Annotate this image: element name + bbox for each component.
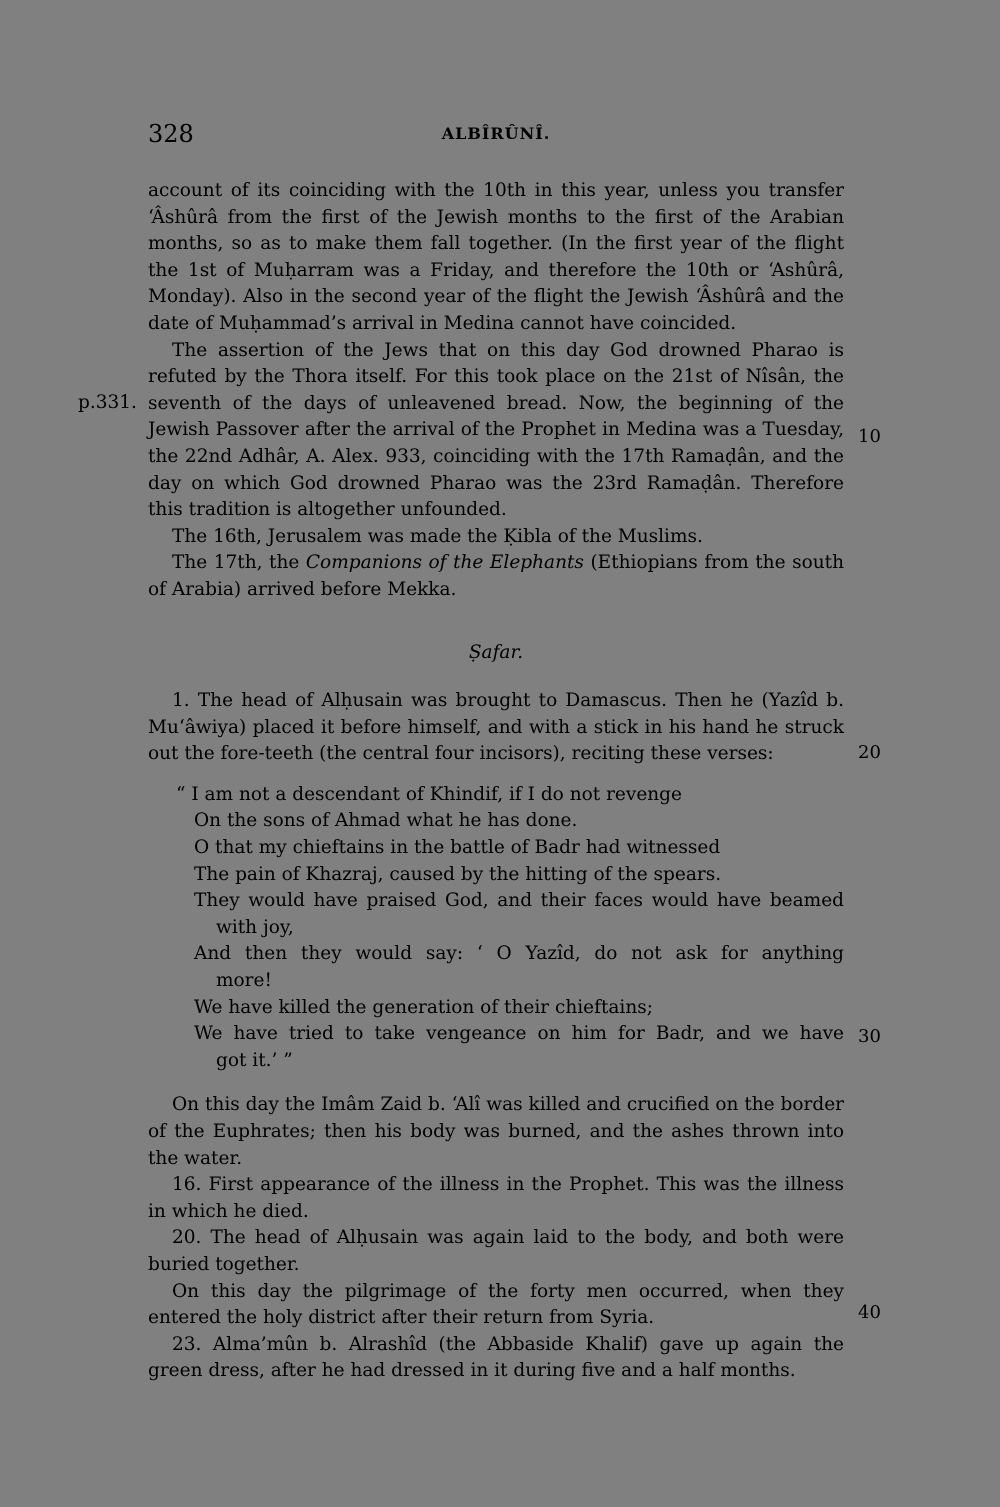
paragraph: On this day the pilgrimage of the forty men occurred, when they entered the holy district after their return from Syria. bbox=[148, 1280, 844, 1329]
main-text bbox=[148, 178, 844, 1385]
paragraph: 23. Alma’mûn b. Alrashîd (the Abbaside Khalif) gave up again the green dress, after he had dressed in it during five and a half months. bbox=[148, 1333, 844, 1382]
verse-line: O that my chieftains in the battle of Badr had witnessed bbox=[194, 837, 721, 859]
italic-title: Companions of the Elephants bbox=[305, 552, 584, 574]
running-head: ALBÎRÛNÎ. bbox=[441, 124, 551, 143]
verse-line: “ I am not a descendant of Khindif, if I do not revenge bbox=[176, 783, 682, 805]
line-number: 30 bbox=[858, 1026, 881, 1047]
lower-text bbox=[148, 1092, 844, 1385]
verse-line: On the sons of Ahmad what he has done. bbox=[194, 810, 578, 832]
verse-line: We have killed the generation of their chieftains; bbox=[194, 996, 653, 1018]
page-number: 328 bbox=[148, 120, 194, 148]
side-reference: p.331. bbox=[78, 392, 137, 413]
text-run: (Ethiopians from the south of Arabia) arrived before Mekka. bbox=[148, 552, 844, 600]
paragraph: 16. First appearance of the illness in the Prophet. This was the illness in which he died. bbox=[148, 1174, 844, 1222]
verse-line: We have tried to take vengeance on him for Badr, and we have bbox=[194, 1023, 844, 1045]
verse-line-continuation: more! bbox=[216, 970, 272, 992]
text-run: The 17th, the bbox=[172, 552, 306, 574]
paragraph: On this day the Imâm Zaid b. ‘Alî was killed and crucified on the border of the Euphrates; then his body was burned, and the ashes thrown into the water. bbox=[148, 1094, 844, 1169]
line-number: 40 bbox=[858, 1302, 881, 1323]
verse-line: And then they would say: ‘ O Yazîd, do not ask for anything bbox=[194, 943, 844, 965]
paragraph: 1. The head of Alḥusain was brought to Damascus. Then he (Yazîd b. Mu‘âwiya) placed it before himself, and with a stick in his hand he struck out the fore-teeth (the central four incisors), reciting these verses: bbox=[148, 690, 844, 765]
paragraph bbox=[148, 550, 844, 603]
verse-block bbox=[176, 782, 844, 1075]
section-heading: Ṣafar. bbox=[468, 641, 524, 663]
line-number: 20 bbox=[858, 742, 881, 763]
verse-line: The pain of Khazraj, caused by the hitting of the spears. bbox=[194, 863, 722, 885]
verse-line: They would have praised God, and their faces would have beamed bbox=[194, 890, 844, 912]
paragraph: The 16th, Jerusalem was made the Ḳibla of the Muslims. bbox=[172, 525, 703, 547]
paragraph: The assertion of the Jews that on this day God drowned Pharao is refuted by the Thora itself. For this took place on the 21st of Nîsân, the seventh of the days of unleavened bread. Now, the beginning of the Jewish Passover after the arrival of the Prophet in Medina was a Tuesday, the 22nd Adhâr, A. Alex. 933, coinciding with the 17th Ramaḍân, and the day on which God drowned Pharao was the 23rd Ramaḍân. Therefore this tradition is altogether unfounded. bbox=[148, 339, 844, 521]
page-header bbox=[148, 120, 844, 152]
line-number: 10 bbox=[858, 426, 881, 447]
paragraph: account of its coinciding with the 10th in this year, unless you transfer ‘Âshûrâ from the first of the Jewish months to the first of the Arabian months, so as to make them fall together. (In the first year of the flight the 1st of Muḥarram was a Friday, and therefore the 10th or ‘Ashûrâ, Monday). Also in the second year of the flight the Jewish ‘Âshûrâ and the date of Muḥammad’s arrival in Medina cannot have coincided. bbox=[148, 180, 844, 334]
verse-line-continuation: got it.’ ” bbox=[216, 1049, 293, 1071]
paragraph: 20. The head of Alḥusain was again laid to the body, and both were buried together. bbox=[148, 1227, 844, 1275]
verse-line-continuation: with joy, bbox=[216, 916, 294, 938]
